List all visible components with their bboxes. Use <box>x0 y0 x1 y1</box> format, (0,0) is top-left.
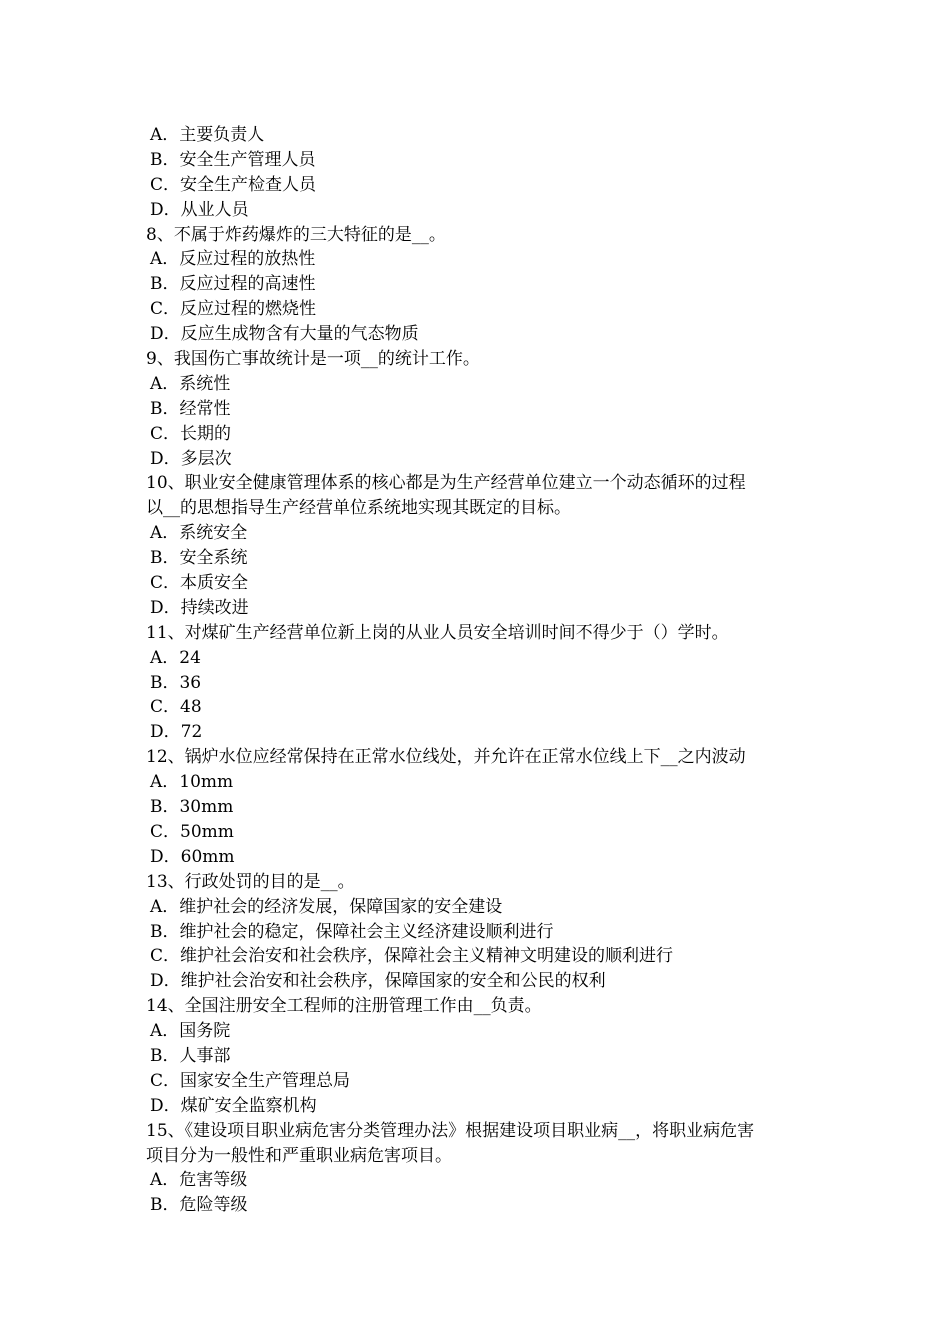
answer-option: D．从业人员 <box>150 199 249 220</box>
answer-option: A．反应过程的放热性 <box>150 249 316 270</box>
answer-option: B．危险等级 <box>150 1195 248 1216</box>
answer-option: B．安全系统 <box>150 548 248 569</box>
answer-option: D．72 <box>150 722 203 743</box>
answer-option: A．系统性 <box>150 373 231 394</box>
answer-option: D．持续改进 <box>150 597 249 618</box>
answer-option: C．反应过程的燃烧性 <box>150 299 317 320</box>
answer-option: C．国家安全生产管理总局 <box>150 1070 351 1091</box>
answer-option: B．经常性 <box>150 398 231 419</box>
question-text: 15、《建设项目职业病危害分类管理办法》根据建设项目职业病__，将职业病危害 <box>146 1120 755 1141</box>
answer-option: B．反应过程的高速性 <box>150 274 316 295</box>
question-text: 9、我国伤亡事故统计是一项__的统计工作。 <box>146 349 480 370</box>
answer-option: C．长期的 <box>150 423 232 444</box>
document-body <box>146 123 814 1218</box>
answer-option: A．危害等级 <box>150 1170 248 1191</box>
answer-option: A．维护社会的经济发展，保障国家的安全建设 <box>150 896 503 917</box>
question-text: 14、全国注册安全工程师的注册管理工作由__负责。 <box>146 996 542 1017</box>
answer-option: B．人事部 <box>150 1045 231 1066</box>
answer-option: B．30mm <box>150 797 234 818</box>
question-text: 10、职业安全健康管理体系的核心都是为生产经营单位建立一个动态循环的过程 <box>146 473 746 494</box>
answer-option: C．50mm <box>150 821 234 842</box>
answer-option: C．本质安全 <box>150 573 249 594</box>
answer-option: D．煤矿安全监察机构 <box>150 1095 317 1116</box>
question-text: 以__的思想指导生产经营单位系统地实现其既定的目标。 <box>146 498 571 519</box>
question-text: 11、对煤矿生产经营单位新上岗的从业人员安全培训时间不得少于（）学时。 <box>146 622 729 643</box>
question-text: 12、锅炉水位应经常保持在正常水位线处，并允许在正常水位线上下__之内波动 <box>146 747 746 768</box>
answer-option: D．维护社会治安和社会秩序，保障国家的安全和公民的权利 <box>150 971 606 992</box>
answer-option: A．国务院 <box>150 1021 231 1042</box>
answer-option: D．多层次 <box>150 448 232 469</box>
answer-option: C．维护社会治安和社会秩序，保障社会主义精神文明建设的顺利进行 <box>150 946 674 967</box>
answer-option: A．24 <box>150 647 201 668</box>
answer-option: D．60mm <box>150 846 235 867</box>
answer-option: A．系统安全 <box>150 523 248 544</box>
question-text: 项目分为一般性和严重职业病危害项目。 <box>146 1145 452 1166</box>
question-text: 8、不属于炸药爆炸的三大特征的是__。 <box>146 224 446 245</box>
answer-option: A．10mm <box>150 772 234 793</box>
question-text: 13、行政处罚的目的是__。 <box>146 871 355 892</box>
answer-option: A．主要负责人 <box>150 125 265 145</box>
answer-option: B．安全生产管理人员 <box>150 149 316 170</box>
answer-option: C．48 <box>150 697 202 718</box>
answer-option: B．维护社会的稳定，保障社会主义经济建设顺利进行 <box>150 921 554 942</box>
answer-option: B．36 <box>150 672 202 693</box>
answer-option: D．反应生成物含有大量的气态物质 <box>150 324 419 345</box>
answer-option: C．安全生产检查人员 <box>150 174 317 195</box>
